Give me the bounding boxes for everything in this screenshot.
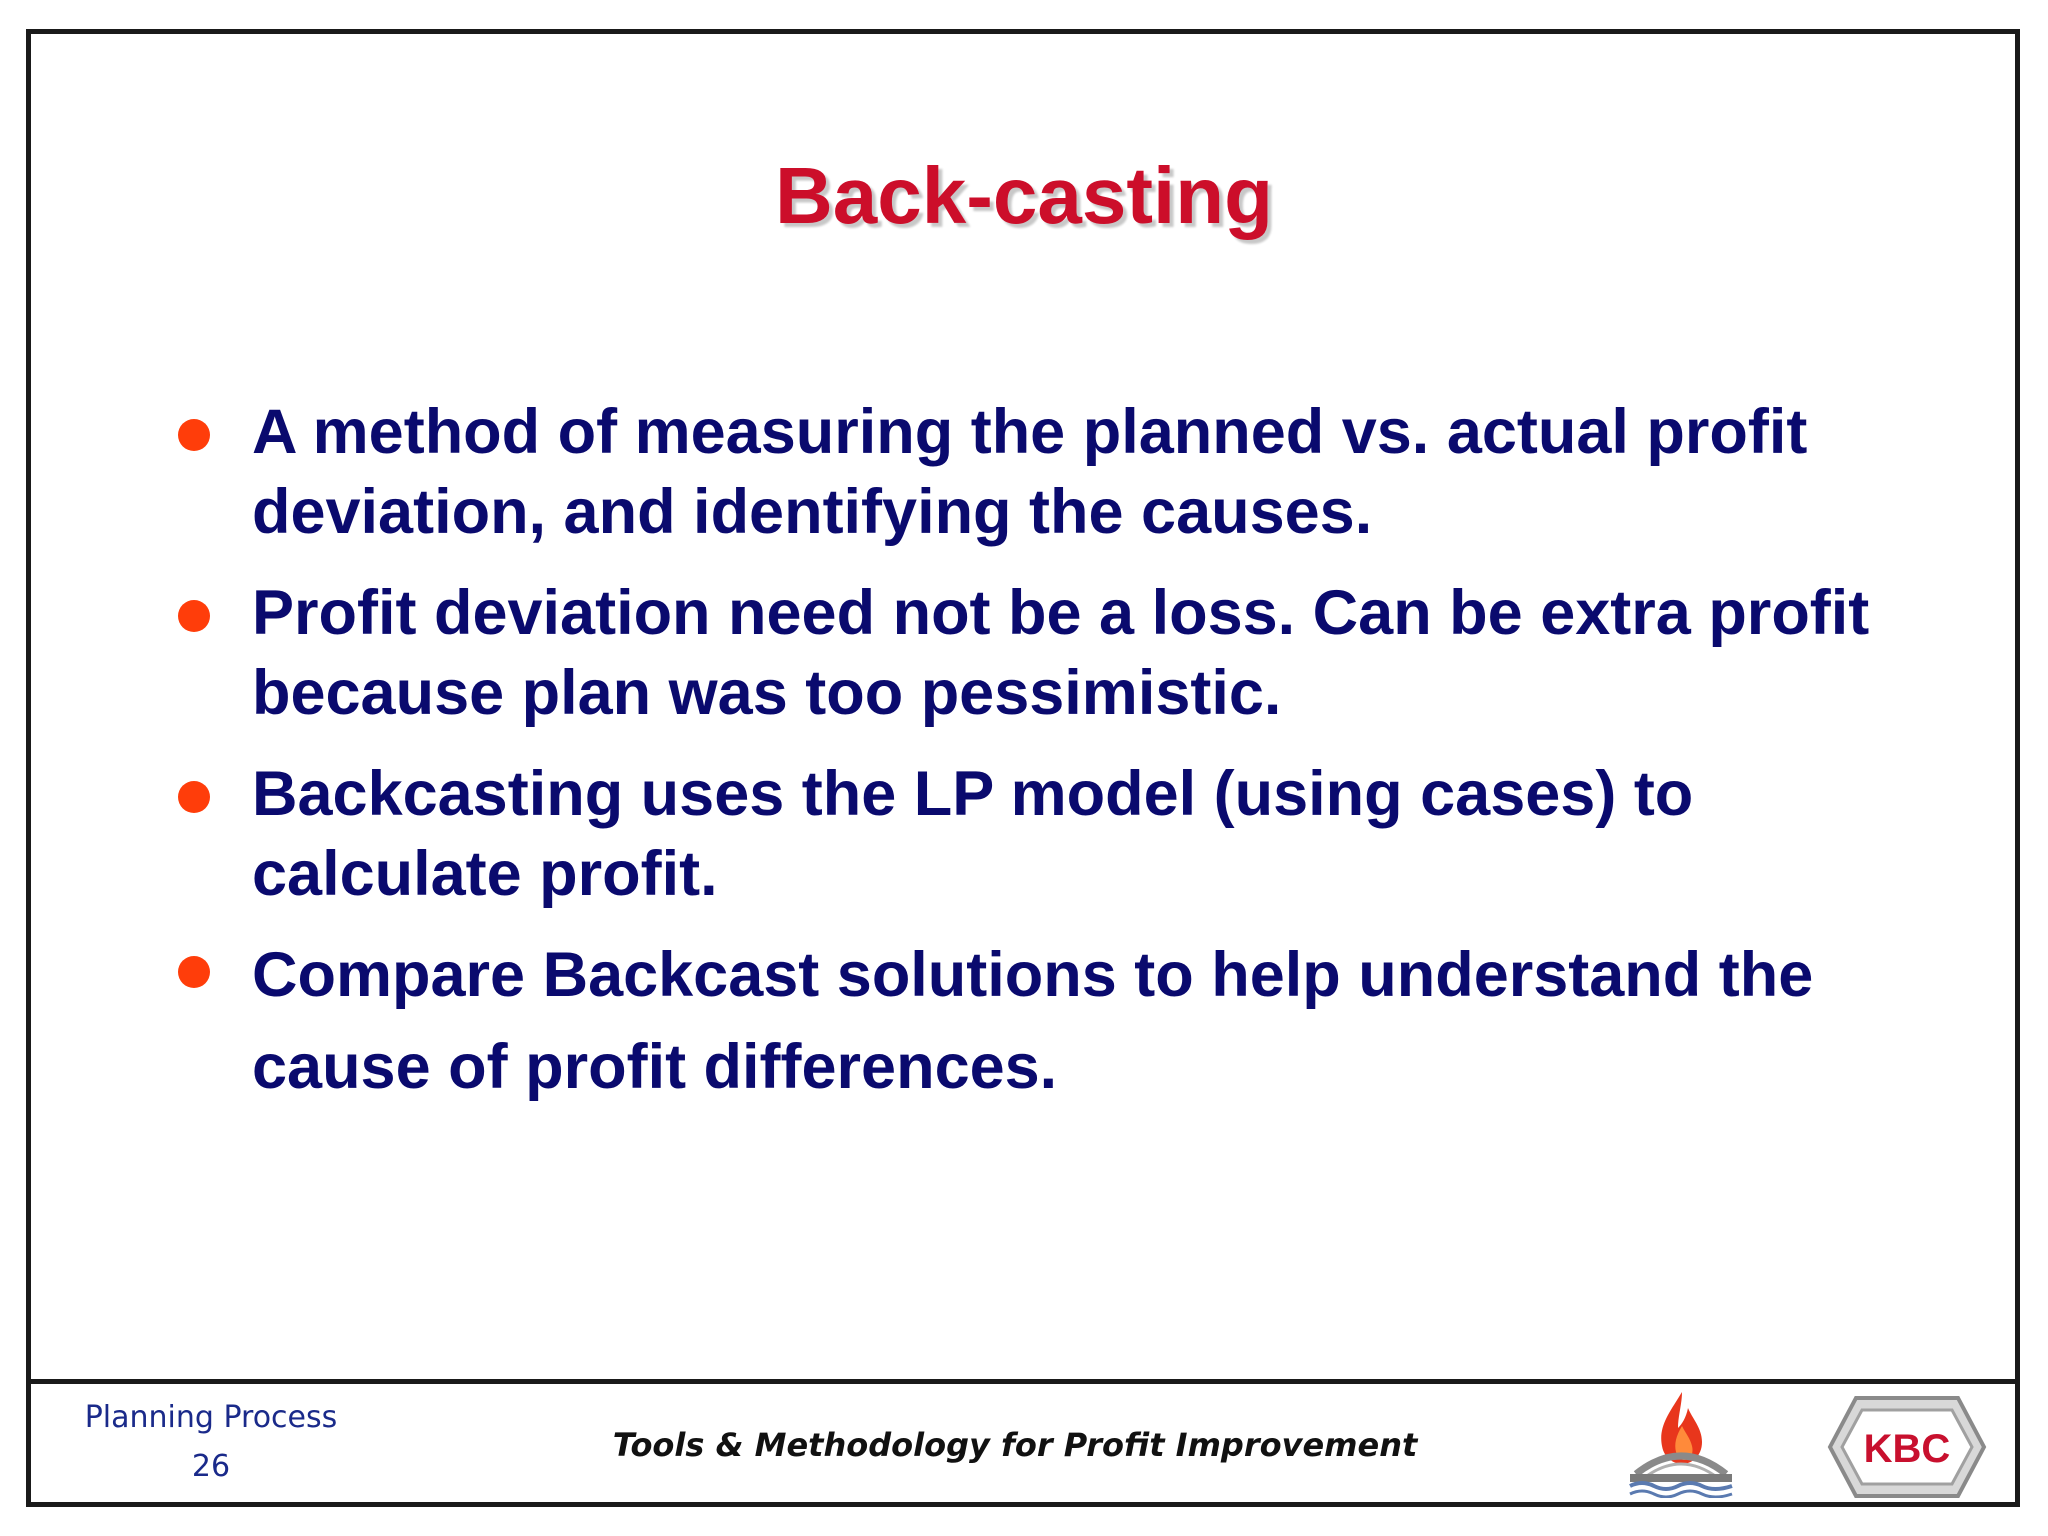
bullet-dot-icon	[178, 956, 210, 988]
kbc-logo-text: KBC	[1863, 1427, 1951, 1471]
bullet-text: A method of measuring the planned vs. actual profit deviation, and identifying the causes.	[252, 397, 1808, 547]
flame-emblem-logo	[1622, 1388, 1740, 1498]
footer-section-info	[66, 1393, 356, 1491]
bullet-dot-icon	[178, 419, 210, 451]
footer-tagline: Tools & Methodology for Profit Improvement	[612, 1426, 1418, 1464]
bullet-text: Compare Backcast solutions to help understand the cause of profit differences.	[252, 940, 1814, 1102]
bullet-item	[178, 929, 1878, 1113]
bullet-item	[178, 754, 1878, 914]
footer-divider	[26, 1379, 2020, 1384]
bullet-dot-icon	[178, 781, 210, 813]
bullet-dot-icon	[178, 600, 210, 632]
footer-section-name: Planning Process	[84, 1400, 338, 1435]
kbc-logo	[1826, 1394, 1988, 1500]
slide-title: Back-casting	[775, 151, 1273, 240]
bullet-text: Backcasting uses the LP model (using cases) to calculate profit.	[252, 759, 1694, 909]
bullet-item	[178, 573, 1878, 733]
bullet-text: Profit deviation need not be a loss. Can be extra profit because plan was too pessimistic.	[252, 578, 1870, 728]
page-number: 26	[191, 1449, 231, 1484]
bullet-item	[178, 392, 1878, 552]
bullet-list	[178, 392, 1878, 1134]
